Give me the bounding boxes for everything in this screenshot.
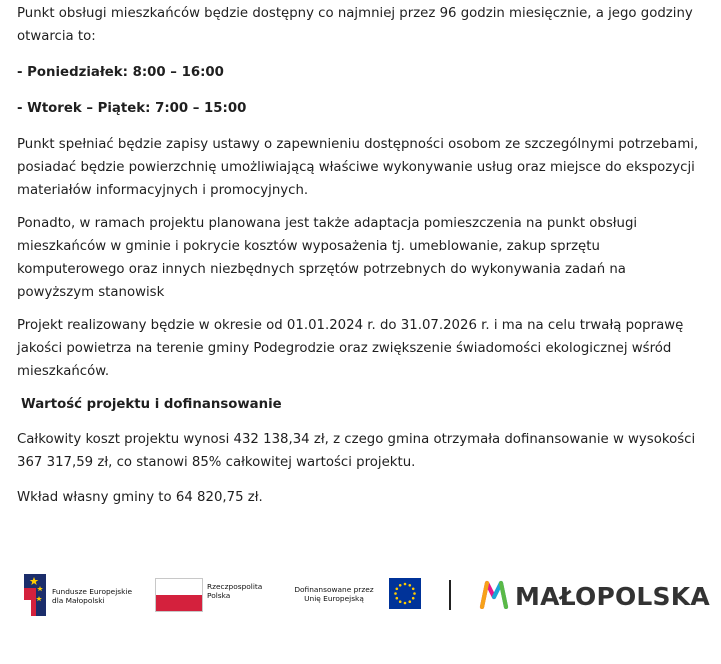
cost-paragraph: Całkowity koszt projektu wynosi 432 138,34 zł, z czego gmina otrzymała dofinansowanie w wysokości 367 317,59 zł, co stanowi 85% całkowitej wartości projektu. [17, 432, 696, 470]
ue-line-2: Unię Europejską [304, 594, 364, 603]
fundusze-europejskie-logo [24, 574, 144, 616]
hours-monday: - Poniedziałek: 8:00 – 16:00 [17, 65, 224, 80]
malopolska-logo [479, 580, 710, 614]
unia-europejska-logo [286, 578, 426, 612]
own-contribution-paragraph: Wkład własny gminy to 64 820,75 zł. [17, 490, 263, 505]
period-paragraph: Projekt realizowany będzie w okresie od 01.01.2024 r. do 31.07.2026 r. i ma na celu trwałą poprawę jakości powietrza na terenie gminy Podegrodzie oraz zwiększenie świadomości ekologicznej wśród mieszkańców. [17, 318, 684, 379]
funding-logos-bar [0, 570, 721, 620]
intro-paragraph: Punkt obsługi mieszkańców będzie dostępny co najmniej przez 96 godzin miesięcznie, a jego godziny otwarcia to: [17, 6, 693, 44]
polish-flag-icon [155, 578, 203, 612]
rp-line-2: Polska [207, 591, 231, 600]
fe-line-1: Fundusze Europejskie [52, 587, 132, 596]
logo-divider [449, 580, 451, 610]
standards-paragraph: Punkt spełniać będzie zapisy ustawy o zapewnieniu dostępności osobom ze szczególnymi potrzebami, posiadać będzie powierzchnię umożliwiającą właściwe wykonywanie usług oraz miejsce do ekspozycji materiałów informacyjnych i promocyjnych. [17, 137, 699, 198]
eu-flag-icon [389, 578, 421, 609]
ue-line-1: Dofinansowane przez [294, 585, 374, 594]
rp-line-1: Rzeczpospolita [207, 582, 263, 591]
adaptation-paragraph: Ponadto, w ramach projektu planowana jest także adaptacja pomieszczenia na punkt obsługi mieszkańców w gminie i pokrycie kosztów wyposażenia tj. umeblowanie, zakup sprzętu komputerowego oraz innych niezbędnych sprzętów potrzebnych do wykonywania zadań na powyższym stanowisk [17, 216, 638, 300]
value-heading: Wartość projektu i dofinansowanie [21, 397, 282, 412]
fe-line-2: dla Małopolski [52, 596, 105, 605]
malopolska-name: MAŁOPOLSKA [515, 582, 710, 611]
rzeczpospolita-polska-logo [155, 578, 275, 612]
unia-europejska-text [286, 585, 382, 603]
hours-tuesday-friday: - Wtorek – Piątek: 7:00 – 15:00 [17, 101, 247, 116]
rzeczpospolita-polska-text [207, 582, 262, 600]
malopolska-m-icon [479, 580, 509, 609]
fundusze-europejskie-icon [24, 574, 46, 616]
fundusze-europejskie-text [52, 587, 132, 605]
